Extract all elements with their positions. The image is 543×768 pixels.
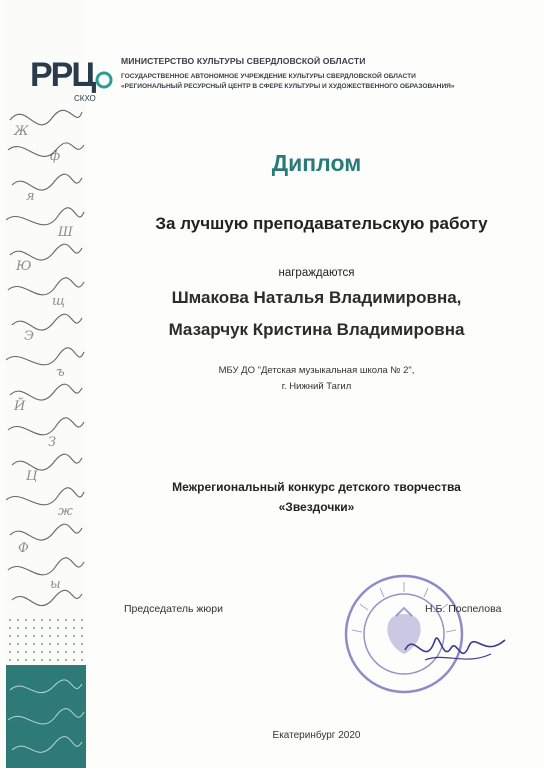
organization-logo [30, 50, 114, 106]
svg-text:Й: Й [14, 399, 26, 414]
svg-text:Ц: Ц [26, 469, 38, 484]
jury-chair-name: Н.Б. Поспелова [425, 603, 502, 615]
signature [395, 610, 515, 680]
contest-title: «Звездочки» [278, 500, 355, 514]
svg-text:З: З [48, 435, 57, 450]
nomination: За лучшую преподавательскую работу [155, 214, 488, 233]
diploma-title: Диплом [271, 150, 362, 176]
jury-chair-label: Председатель жюри [124, 603, 224, 615]
svg-text:ф: ф [50, 149, 61, 164]
ministry-name: МИНИСТЕРСТВО КУЛЬТУРЫ СВЕРДЛОВСКОЙ ОБЛАСТИ [121, 56, 366, 66]
awarded-label: награждаются [278, 267, 355, 279]
organization-line2: г. Нижний Тагил [281, 381, 352, 392]
svg-text:щ: щ [52, 294, 66, 309]
svg-text:Ю: Ю [16, 259, 32, 274]
logo-subtext: СКХО [74, 94, 96, 103]
svg-text:Ж: Ж [14, 124, 29, 139]
logo-text: РРЦ [30, 56, 95, 94]
svg-text:ж: ж [58, 504, 73, 519]
svg-text:ъ: ъ [56, 365, 65, 380]
institution-name-line2: «РЕГИОНАЛЬНЫЙ РЕСУРСНЫЙ ЦЕНТР В СФЕРЕ КУЛЬТУРЫ И ХУДОЖЕСТВЕННОГО ОБРАЗОВАНИЯ» [121, 83, 455, 90]
svg-text:Ф: Ф [18, 541, 29, 556]
place-and-year: Екатеринбург 2020 [272, 730, 361, 741]
organization-line1: МБУ ДО "Детская музыкальная школа № 2", [218, 365, 415, 376]
recipient-name: Мазарчук Кристина Владимировна [168, 320, 465, 339]
contest-name: Межрегиональный конкурс детского творчества [172, 480, 461, 494]
svg-text:Э: Э [24, 329, 34, 344]
institution-name-line1: ГОСУДАРСТВЕННОЕ АВТОНОМНОЕ УЧРЕЖДЕНИЕ КУЛЬТУРЫ СВЕРДЛОВСКОЙ ОБЛАСТИ [121, 73, 416, 80]
svg-text:я: я [26, 189, 35, 204]
svg-text:Ш: Ш [58, 225, 73, 240]
recipient-name: Шмакова Наталья Владимировна, [171, 288, 462, 307]
svg-text:ы: ы [50, 577, 61, 592]
issuer-header [121, 56, 531, 92]
